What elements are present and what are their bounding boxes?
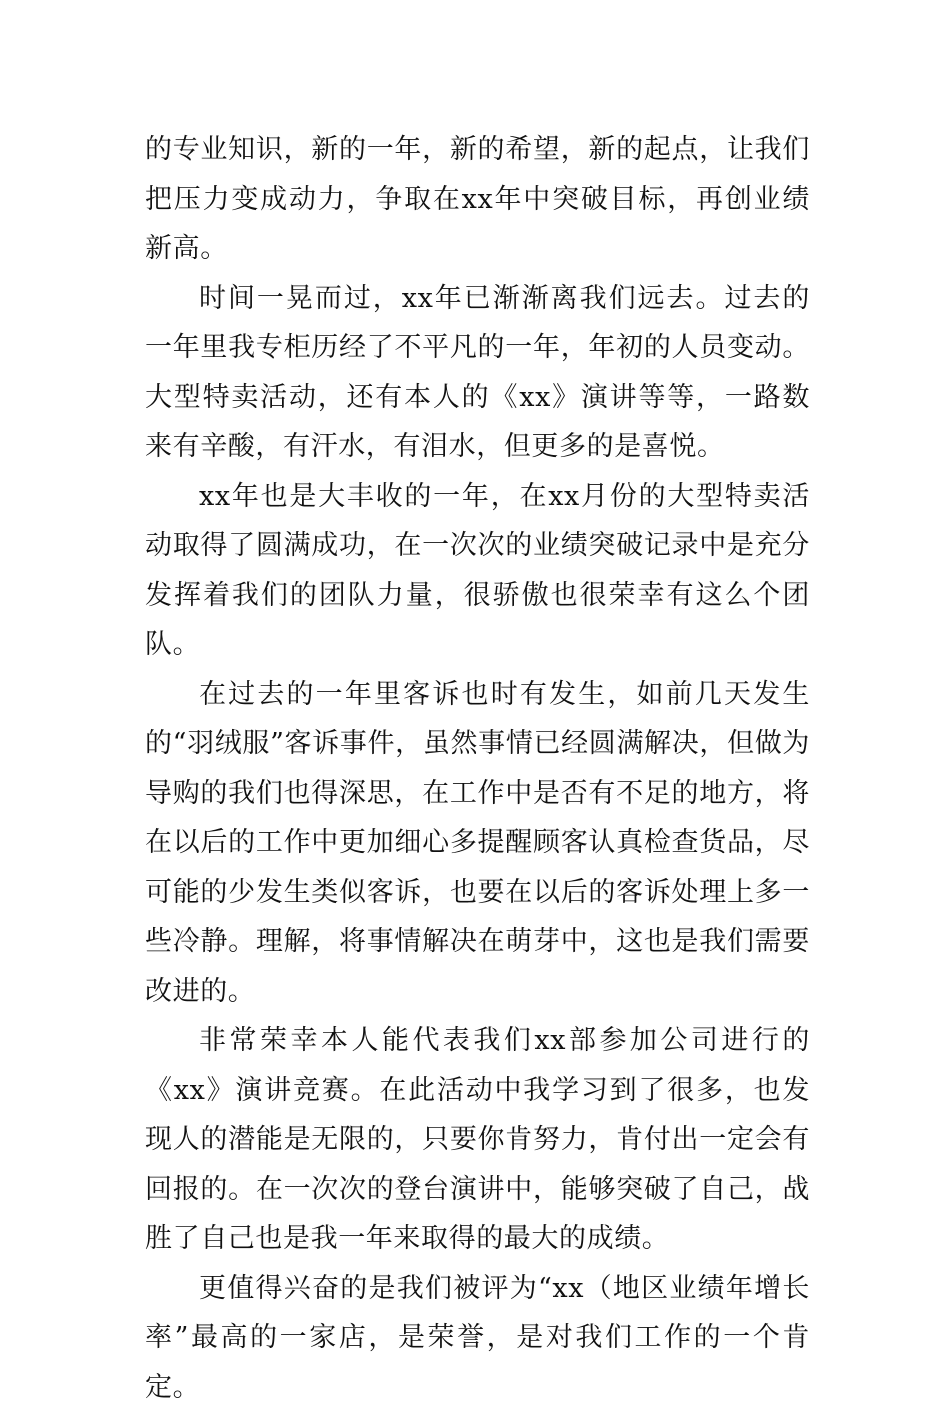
paragraph-6: 更值得兴奋的是我们被评为“xx（地区业绩年增长率”最高的一家店，是荣誉，是对我们工作的一个肯定。 (145, 1264, 810, 1412)
document-body (145, 125, 810, 1412)
paragraph-3: xx年也是大丰收的一年，在xx月份的大型特卖活动取得了圆满成功，在一次次的业绩突破记录中是充分发挥着我们的团队力量，很骄傲也很荣幸有这么个团队。 (145, 472, 810, 670)
paragraph-2: 时间一晃而过，xx年已渐渐离我们远去。过去的一年里我专柜历经了不平凡的一年，年初的人员变动。大型特卖活动，还有本人的《xx》演讲等等，一路数来有辛酸，有汗水，有泪水，但更多的是喜悦。 (145, 274, 810, 472)
paragraph-4: 在过去的一年里客诉也时有发生，如前几天发生的“羽绒服”客诉事件，虽然事情已经圆满解决，但做为导购的我们也得深思，在工作中是否有不足的地方，将在以后的工作中更加细心多提醒顾客认真检查货品，尽可能的少发生类似客诉，也要在以后的客诉处理上多一些冷静。理解，将事情解决在萌芽中，这也是我们需要改进的。 (145, 670, 810, 1017)
paragraph-5: 非常荣幸本人能代表我们xx部参加公司进行的《xx》演讲竞赛。在此活动中我学习到了很多，也发现人的潜能是无限的，只要你肯努力，肯付出一定会有回报的。在一次次的登台演讲中，能够突破了自己，战胜了自己也是我一年来取得的最大的成绩。 (145, 1016, 810, 1264)
paragraph-1: 的专业知识，新的一年，新的希望，新的起点，让我们把压力变成动力，争取在xx年中突破目标，再创业绩新高。 (145, 125, 810, 274)
